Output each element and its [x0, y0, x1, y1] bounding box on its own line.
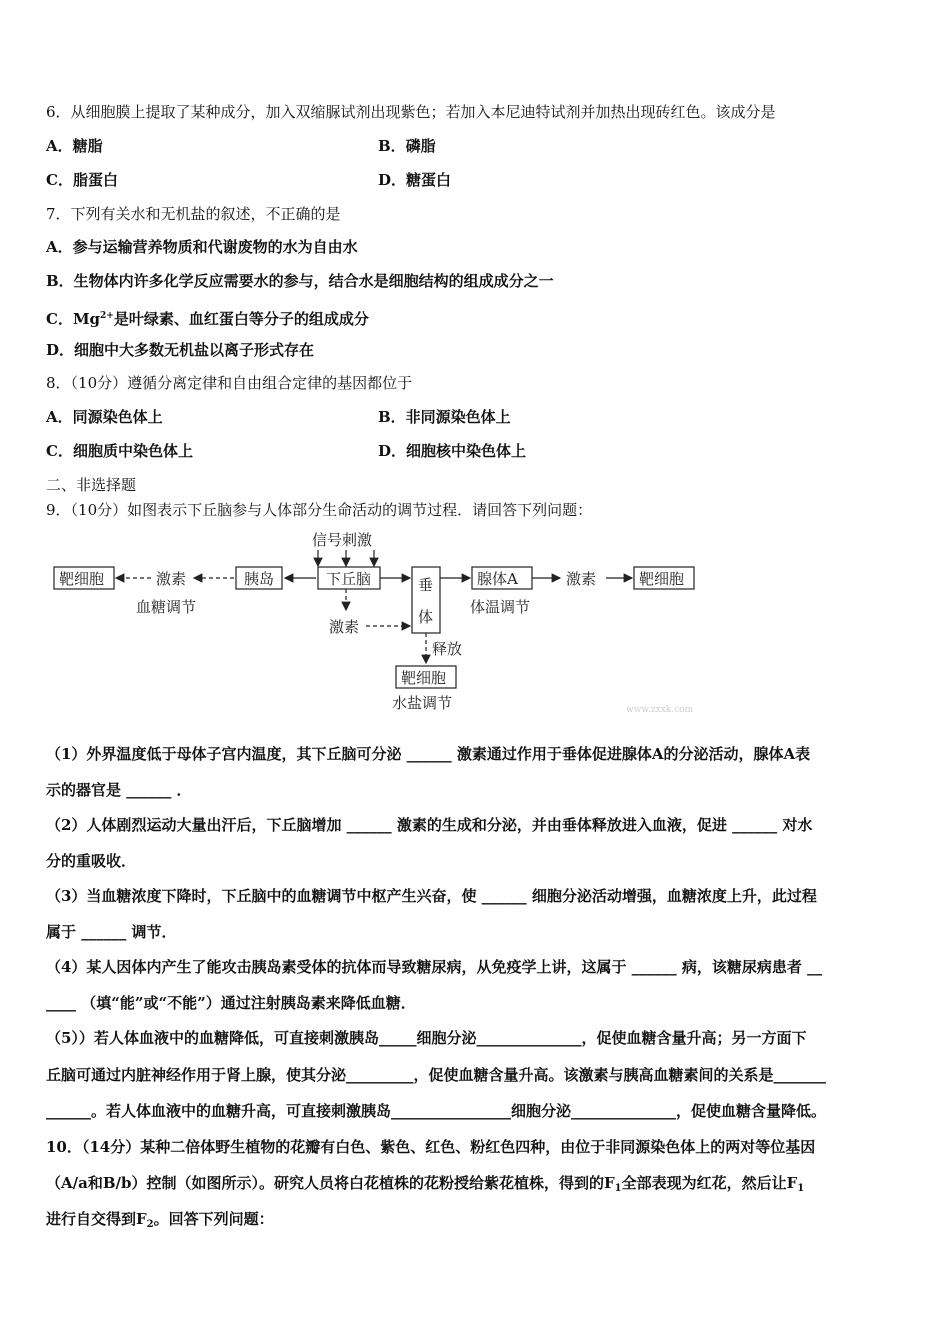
hormone-right: 激素: [566, 570, 597, 588]
q9-part1-line1: （1）外界温度低于母体子宫内温度，其下丘脑可分泌 ______ 激素通过作用于垂体促进腺体A的分泌活动，腺体A表: [46, 745, 811, 763]
water-salt-label: 水盐调节: [392, 694, 453, 712]
q8-option-c: C．细胞质中染色体上: [46, 442, 193, 460]
q10-line2: （A/a和B/b）控制（如图所示）。研究人员将白花植株的花粉授给紫花植株，得到的$F_1$全部表现为红花，然后让$F_1$: [46, 1174, 805, 1194]
q7-option-c: C．$Mg^{2+}$是叶绿素、血红蛋白等分子的组成成分: [46, 310, 369, 328]
section-heading: 二、非选择题: [46, 476, 137, 494]
temperature-label: 体温调节: [470, 598, 531, 616]
q9-part4-line2: ____ （填“能”或“不能”）通过注射胰岛素来降低血糖．: [46, 994, 416, 1012]
q6-option-c: C．脂蛋白: [46, 171, 118, 189]
q9-part5-line3: ______。若人体血液中的血糖升高，可直接刺激胰岛________________细胞分泌______________，促使血糖含量降低。: [46, 1102, 827, 1120]
hypothalamus-label: 下丘脑: [326, 570, 372, 588]
q8-option-a: A．同源染色体上: [46, 408, 163, 426]
release-label: 释放: [432, 640, 463, 658]
q9-part5-line1: （5））若人体血液中的血糖降低，可直接刺激胰岛_____细胞分泌______________，促使血糖含量升高；另一方面下: [46, 1029, 807, 1047]
q10-line3: 进行自交得到$F_2$。回答下列问题：: [46, 1210, 274, 1230]
target-cell-bottom: 靶细胞: [401, 669, 447, 687]
q7-option-b: B．生物体内许多化学反应需要水的参与，结合水是细胞结构的组成成分之一: [46, 272, 554, 290]
q10-line1: 10．（14分）某种二倍体野生植物的花瓣有白色、紫色、红色、粉红色四种，由位于非同源染色体上的两对等位基因: [46, 1138, 816, 1156]
q9-part3-line2: 属于 ______ 调节．: [46, 923, 177, 941]
blood-sugar-label: 血糖调节: [136, 598, 197, 616]
q6-option-d: D．糖蛋白: [378, 171, 452, 189]
hormone-left: 激素: [156, 570, 187, 588]
q8-option-d: D．细胞核中染色体上: [378, 442, 527, 460]
q9-part2-line2: 分的重吸收．: [46, 852, 137, 870]
q9-part4-line1: （4）某人因体内产生了能攻击胰岛素受体的抗体而导致糖尿病，从免疫学上讲，这属于 ______ 病，该糖尿病患者 __: [46, 958, 823, 976]
q9-part3-line1: （3）当血糖浓度下降时，下丘脑中的血糖调节中枢产生兴奋，使 ______ 细胞分泌活动增强，血糖浓度上升，此过程: [46, 887, 817, 905]
regulation-diagram: [46, 528, 726, 724]
signal-label: 信号刺激: [312, 531, 373, 549]
q7-option-d: D．细胞中大多数无机盐以离子形式存在: [46, 341, 315, 359]
q7-stem: 7．下列有关水和无机盐的叙述，不正确的是: [46, 205, 341, 223]
islet-label: 胰岛: [244, 570, 275, 588]
q8-stem: 8．（10分）遵循分离定律和自由组合定律的基因都位于: [46, 374, 413, 392]
q6-option-b: B．磷脂: [378, 137, 436, 155]
pituitary-label-2: 体: [418, 608, 434, 626]
q8-option-b: B．非同源染色体上: [378, 408, 511, 426]
q9-part2-line1: （2）人体剧烈运动大量出汗后，下丘脑增加 ______ 激素的生成和分泌，并由垂体释放进入血液，促进 ______ 对水: [46, 816, 813, 834]
gland-a-label: 腺体A: [477, 570, 518, 588]
q9-part5-line2: 丘脑可通过内脏神经作用于肾上腺，使其分泌_________，促使血糖含量升高。该激素与胰高血糖素间的关系是_______: [46, 1066, 827, 1084]
pituitary-label-1: 垂: [418, 576, 434, 594]
target-cell-right: 靶细胞: [639, 570, 685, 588]
q7-option-a: A．参与运输营养物质和代谢废物的水为自由水: [46, 238, 358, 256]
q9-stem: 9．（10分）如图表示下丘脑参与人体部分生命活动的调节过程．请回答下列问题：: [46, 501, 593, 519]
watermark: www.zxxk.com: [626, 705, 694, 715]
target-cell-left: 靶细胞: [59, 570, 105, 588]
hormone-mid: 激素: [329, 618, 360, 636]
q9-part1-line2: 示的器官是 ______ ．: [46, 781, 192, 799]
q6-option-a: A．糖脂: [46, 137, 103, 155]
q6-stem: 6．从细胞膜上提取了某种成分，加入双缩脲试剂出现紫色；若加入本尼迪特试剂并加热出现砖红色。该成分是: [46, 103, 776, 121]
